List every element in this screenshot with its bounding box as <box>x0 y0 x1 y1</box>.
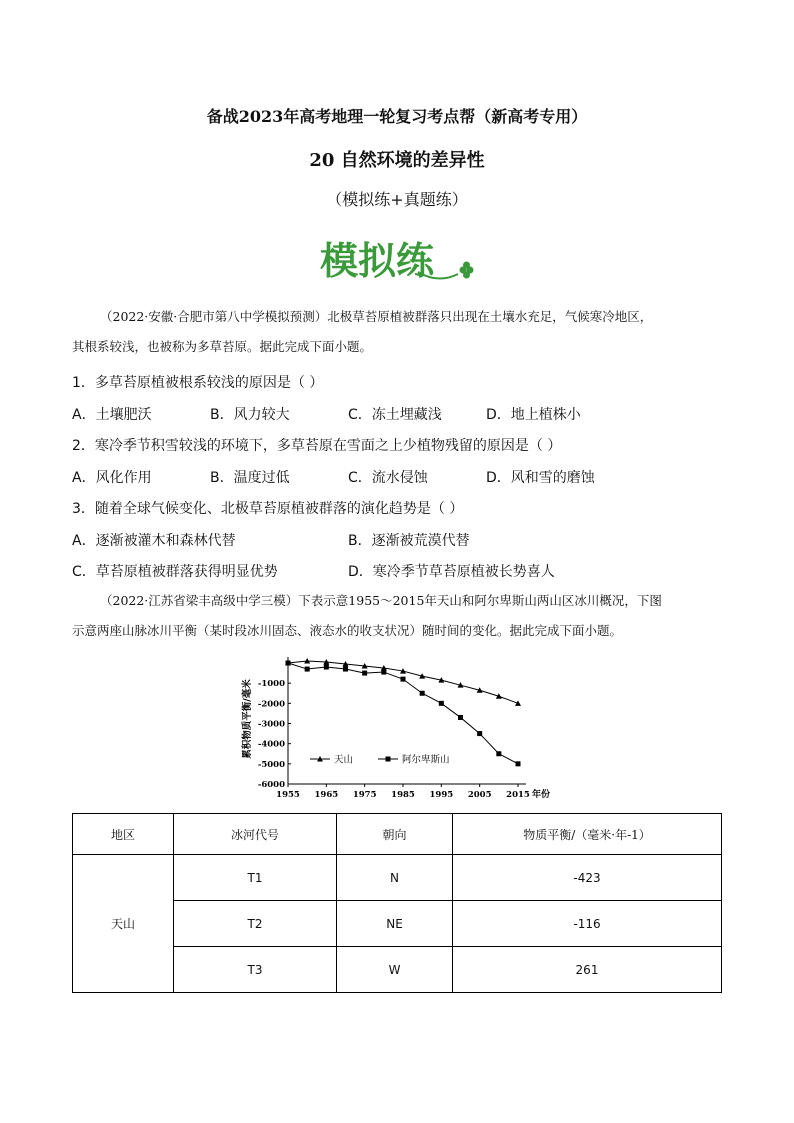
section-logo <box>318 232 478 288</box>
header-orientation: 朝向 <box>337 814 453 855</box>
header-mass-balance: 物质平衡/（毫米·年-1） <box>453 814 722 855</box>
q2-option-c[interactable]: C．流水侵蚀 <box>348 470 428 486</box>
balance-cell: -116 <box>453 901 722 947</box>
data-point-square <box>343 667 348 672</box>
x-tick-label: 1975 <box>352 790 377 800</box>
glacier-code-cell: T1 <box>174 855 337 901</box>
y-tick-label: -4000 <box>257 739 285 750</box>
lesson-title: 20 自然环境的差异性 <box>309 150 485 171</box>
chart-legend <box>310 754 450 766</box>
data-point-square <box>305 667 310 672</box>
question-1-stem: 1．多草苔原植被根系较浅的原因是（ ） <box>72 375 324 391</box>
y-tick-label: -1000 <box>257 679 285 690</box>
section-logo-text: 模拟练 <box>320 239 435 283</box>
clover-icon <box>460 262 474 279</box>
y-tick-label: -5000 <box>257 759 285 770</box>
q3-option-c[interactable]: C．草苔原植被群落获得明显优势 <box>72 564 278 580</box>
q1-option-b[interactable]: B．风力较大 <box>210 407 290 423</box>
q1-option-c[interactable]: C．冻土埋藏浅 <box>348 407 442 423</box>
group2-intro <box>72 586 722 646</box>
glacier-balance-chart <box>238 653 568 805</box>
x-ticks <box>276 784 530 800</box>
data-point-square <box>420 691 425 696</box>
document-title: 备战2023年高考地理一轮复习考点帮（新高考专用） <box>206 107 588 126</box>
q2-option-d[interactable]: D．风和雪的磨蚀 <box>486 470 595 486</box>
x-tick-label: 1995 <box>429 790 454 800</box>
data-point-square <box>362 671 367 676</box>
group2-intro-line2: 示意两座山脉冰川平衡（某时段冰川固态、液态水的收支状况）随时间的变化。据此完成下面小题。 <box>72 623 623 638</box>
x-axis-label: 年份 <box>532 790 551 800</box>
q3-option-d[interactable]: D．寒冷季节草苔原植被长势喜人 <box>348 564 555 580</box>
y-tick-label: -3000 <box>257 719 285 730</box>
orientation-cell: N <box>337 855 453 901</box>
data-point-square <box>496 751 501 756</box>
question-3-stem: 3．随着全球气候变化、北极草苔原植被群落的演化趋势是（ ） <box>72 501 464 517</box>
x-tick-label: 1955 <box>276 790 300 800</box>
data-point-square <box>324 665 329 670</box>
data-point-square <box>381 670 386 675</box>
x-tick-label: 2005 <box>467 790 492 800</box>
legend-label-2: 阿尔卑斯山 <box>402 754 450 766</box>
data-point-square <box>477 731 482 736</box>
region-cell: 天山 <box>73 855 174 993</box>
data-point-square <box>458 715 463 720</box>
group1-intro-line1: （2022·安徽·合肥市第八中学模拟预测）北极草苔原植被群落只出现在土壤水充足，气候寒冷地区， <box>100 309 653 324</box>
balance-cell: -423 <box>453 855 722 901</box>
q2-option-a[interactable]: A．风化作用 <box>72 470 152 486</box>
glacier-code-cell: T3 <box>174 947 337 993</box>
y-tick-label: -6000 <box>257 780 285 790</box>
glacier-code-cell: T2 <box>174 901 337 947</box>
y-ticks <box>258 679 291 790</box>
table-header-row <box>73 814 722 855</box>
data-point-square <box>286 661 291 666</box>
data-point-square <box>401 677 406 682</box>
balance-cell: 261 <box>453 947 722 993</box>
q2-option-b[interactable]: B．温度过低 <box>210 470 290 486</box>
q3-option-b[interactable]: B．逐渐被荒漠代替 <box>348 533 470 549</box>
x-tick-label: 1965 <box>314 790 339 800</box>
glacier-table <box>72 813 722 993</box>
legend-marker-square <box>386 757 391 762</box>
x-tick-label: 1985 <box>391 790 415 800</box>
q1-option-d[interactable]: D．地上植株小 <box>486 407 581 423</box>
group2-intro-line1: （2022·江苏省梁丰高级中学三模）下表示意1955～2015年天山和阿尔卑斯山两山区冰川概况，下图 <box>100 593 662 608</box>
data-point-square <box>516 761 521 766</box>
orientation-cell: W <box>337 947 453 993</box>
lesson-subtitle: （模拟练+真题练） <box>326 190 468 209</box>
q1-option-a[interactable]: A．土壤肥沃 <box>72 407 152 423</box>
question-2-stem: 2．寒冷季节积雪较浅的环境下，多草苔原在雪面之上少植物残留的原因是（ ） <box>72 438 562 454</box>
group1-intro <box>72 302 722 362</box>
y-tick-label: -2000 <box>257 699 285 710</box>
y-axis-label: 累积物质平衡/毫米 <box>242 679 253 759</box>
legend-label-1: 天山 <box>334 754 354 766</box>
header-region: 地区 <box>73 814 174 855</box>
data-point-square <box>439 701 444 706</box>
header-glacier-code: 冰河代号 <box>174 814 337 855</box>
group1-intro-line2: 其根系较浅，也被称为多草苔原。据此完成下面小题。 <box>72 339 373 354</box>
q3-option-a[interactable]: A．逐渐被灌木和森林代替 <box>72 533 236 549</box>
x-tick-label: 2015 <box>506 790 530 800</box>
series-group <box>285 658 521 766</box>
orientation-cell: NE <box>337 901 453 947</box>
table-row <box>73 855 722 901</box>
